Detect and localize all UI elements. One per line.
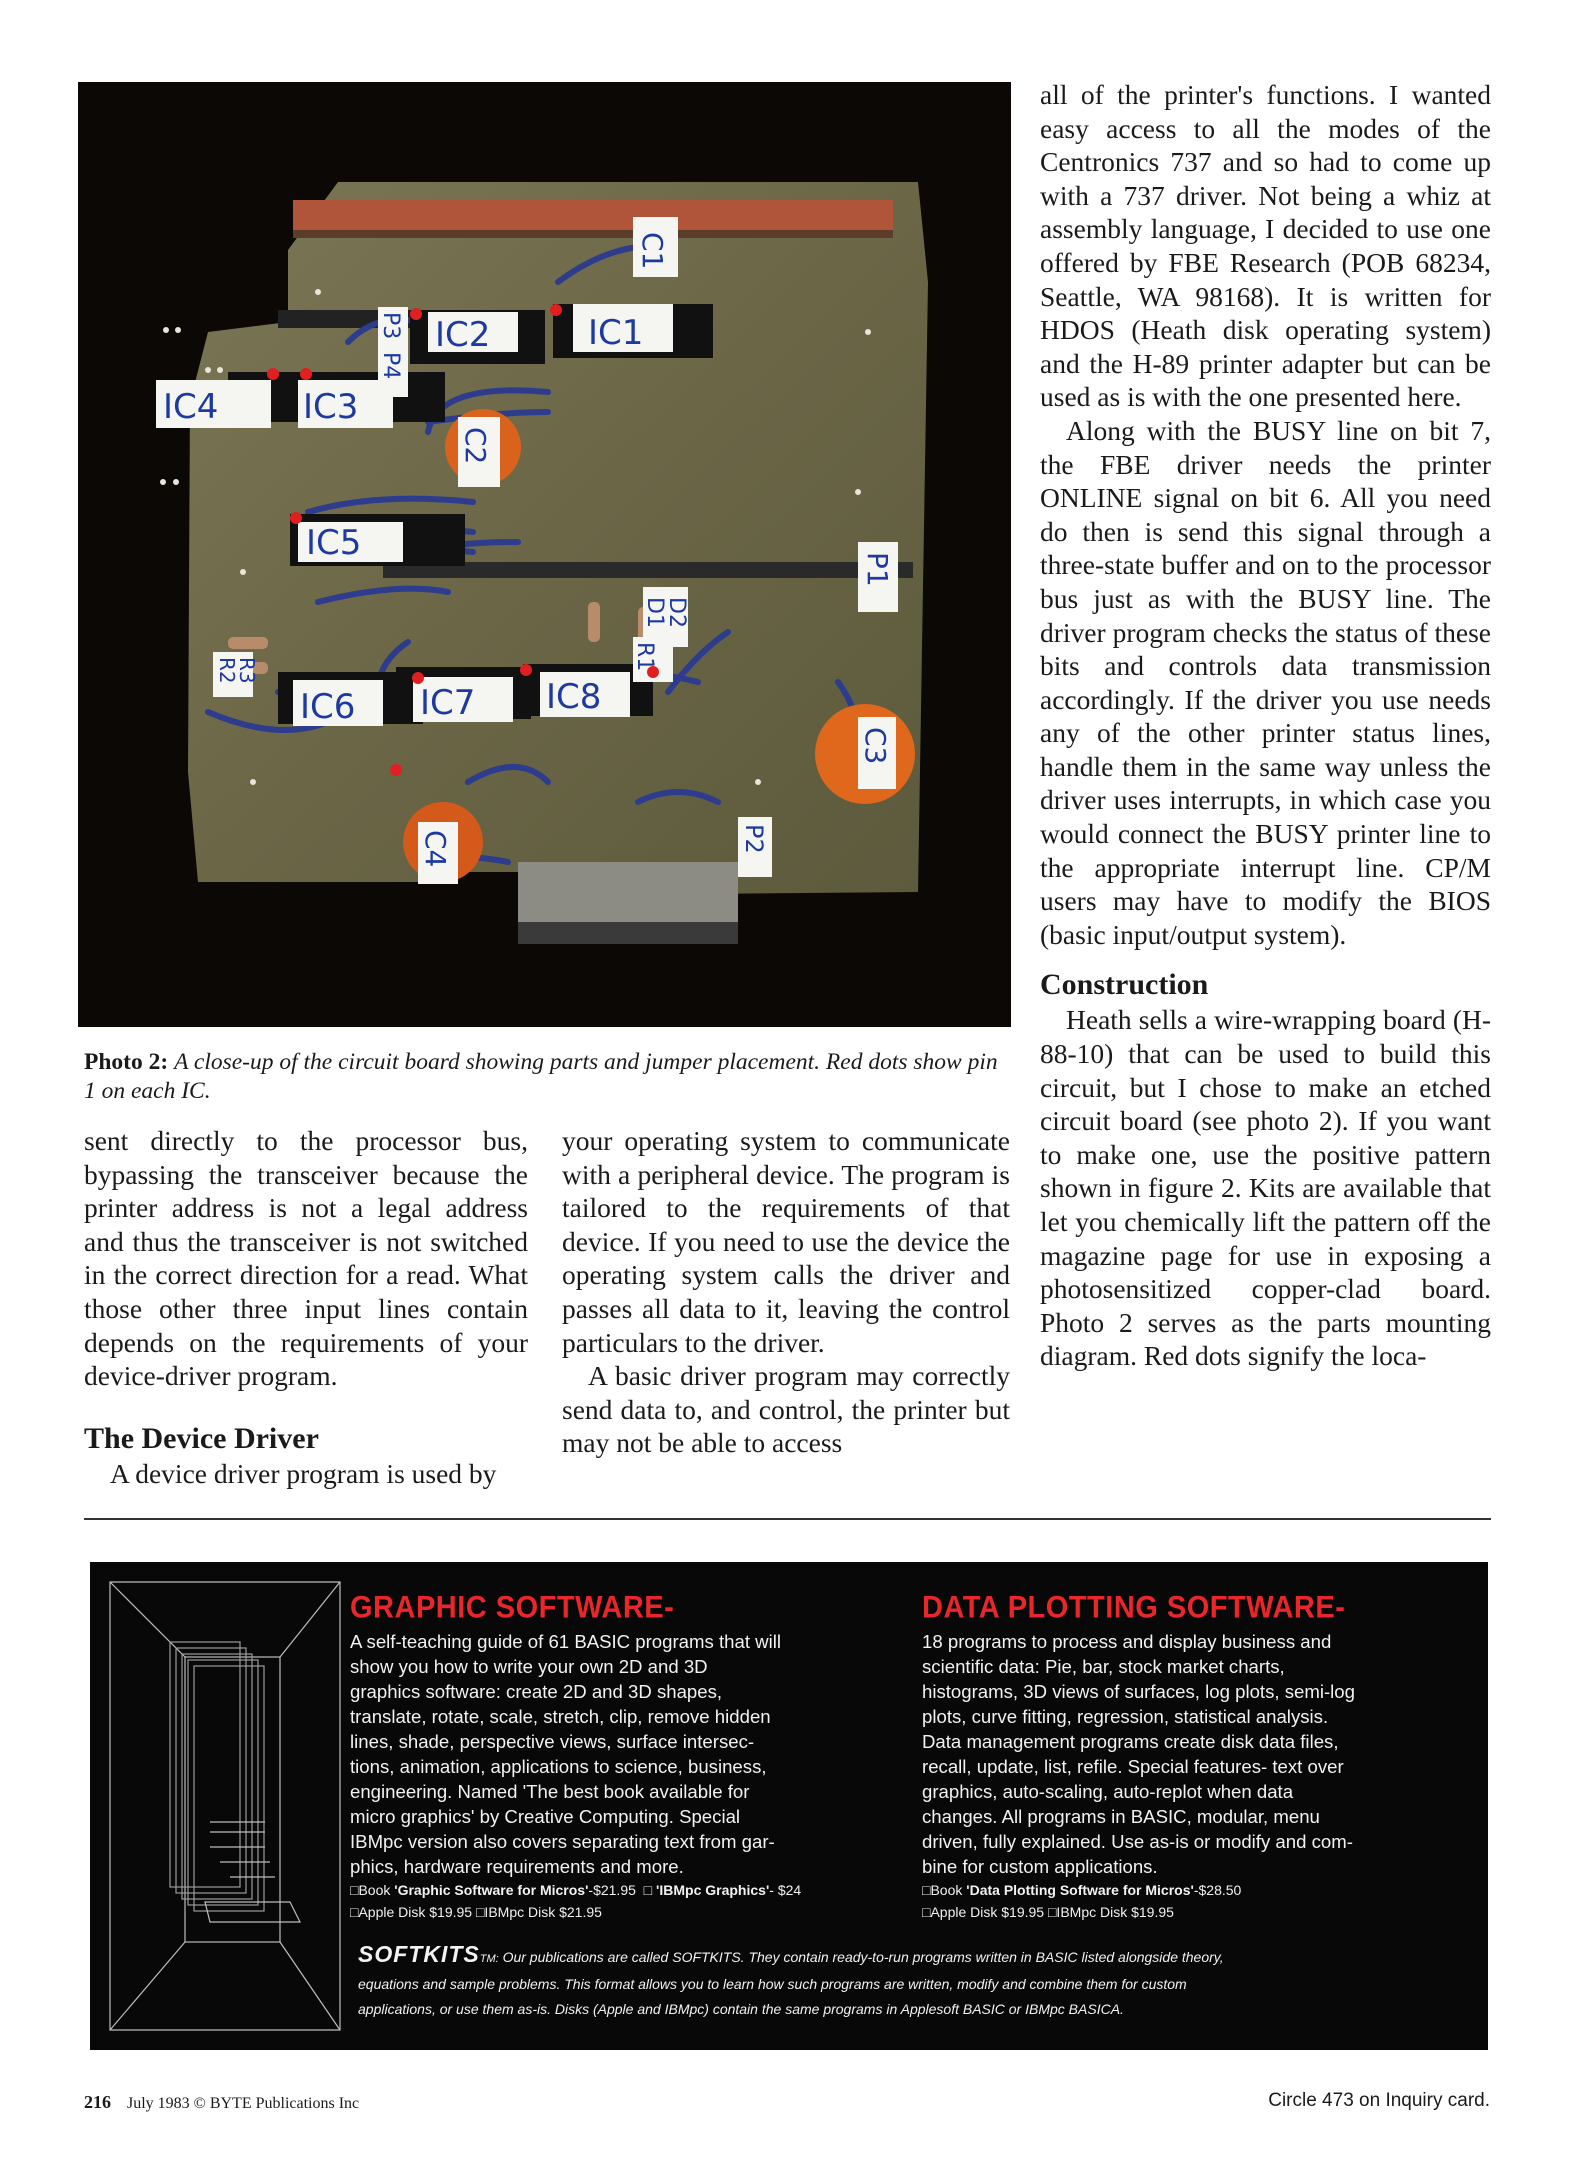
label-ic4: IC4 bbox=[163, 387, 219, 427]
ad-left-line: show you how to write your own 2D and 3D bbox=[350, 1656, 708, 1677]
photo-caption bbox=[84, 1048, 1004, 1106]
softkits-brand: SOFTKITS bbox=[358, 1941, 480, 1967]
ad-left-line: tions, animation, applications to science, business, bbox=[350, 1756, 767, 1777]
label-d2: D2 bbox=[664, 597, 689, 628]
caption-label: Photo 2: bbox=[84, 1049, 169, 1075]
p2-connector bbox=[518, 862, 738, 922]
ad-right-line: Data management programs create disk data files, bbox=[922, 1731, 1339, 1752]
label-p4: P4 bbox=[378, 352, 403, 380]
wireframe-artwork bbox=[90, 1562, 360, 2050]
label-p1: P1 bbox=[861, 552, 894, 587]
label-p2: P2 bbox=[740, 824, 768, 854]
label-c3: C3 bbox=[859, 727, 892, 765]
softkits-advertisement bbox=[90, 1562, 1488, 2050]
ad-left-line: translate, rotate, scale, stretch, clip, remove hidden bbox=[350, 1706, 771, 1727]
page-footer-left bbox=[84, 2092, 359, 2113]
label-p3: P3 bbox=[378, 312, 403, 340]
ad-left-line: lines, shade, perspective views, surface intersec- bbox=[350, 1731, 755, 1752]
ad-graphic-software bbox=[350, 1590, 801, 1923]
col3-paragraph-3: Heath sells a wire-wrapping board (H-88-10) that can be used to build this circuit, but I chose to make an etched circuit board (see photo 2). If you want to make one, use the positive pattern shown in figure 2. Kits are available that let you chemically lift the pattern off the magazine page for use in exposing a photosensitized copper-clad board. Photo 2 serves as the parts mounting diagram. Red dots signify the loca- bbox=[1040, 1004, 1491, 1372]
col3-paragraph-1: all of the printer's functions. I wanted easy access to all the modes of the Centronics 737 and so had to come up with a 737 driver. Not being a whiz at assembly language, I decided to use one offered by FBE Research (POB 68234, Seattle, WA 98168). It is written for HDOS (Heath disk operating system) and the H-89 printer adapter but can be used as is with the one presented here. bbox=[1040, 79, 1491, 413]
article-column-1 bbox=[84, 1124, 528, 1490]
label-ic5: IC5 bbox=[306, 523, 362, 563]
ad-left-line: IBMpc version also covers separating text from gar- bbox=[350, 1831, 775, 1852]
label-d1: D1 bbox=[642, 597, 667, 628]
label-ic7: IC7 bbox=[420, 683, 476, 723]
circuit-board-photo bbox=[78, 82, 1011, 1027]
ad-right-line: histograms, 3D views of surfaces, log plots, semi-log bbox=[922, 1681, 1355, 1702]
col3-paragraph-2: Along with the BUSY line on bit 7, the FBE driver needs the printer ONLINE signal on bit 6. All you need do then is send this signal through a three-state buffer and on to the processor bus just as with the BUSY line. The driver program checks the status of these bits and controls data transmission accordingly. If the driver you use needs any of the other printer status lines, handle them in the same way unless the driver uses interrupts, in which case you would connect the BUSY printer line to the appropriate interrupt line. CP/M users may have to modify the BIOS (basic input/output system). bbox=[1040, 414, 1491, 950]
softkits-tm: TM: bbox=[479, 1953, 499, 1965]
col1-paragraph-1: sent directly to the processor bus, bypassing the transceiver because the printer address is not a legal address and thus the transceiver is not switched in the correct direction for a read. What those other three input lines contain depends on the requirements of your device-driver program. bbox=[84, 1125, 528, 1392]
ad-right-line: recall, update, list, refile. Special features- text over bbox=[922, 1756, 1344, 1777]
ad-right-line: plots, curve fitting, regression, statistical analysis. bbox=[922, 1706, 1329, 1727]
ad-left-line: A self-teaching guide of 61 BASIC programs that will bbox=[350, 1631, 781, 1652]
ad-data-plotting-body bbox=[922, 1629, 1355, 1879]
label-ic3: IC3 bbox=[303, 387, 359, 427]
label-c1: C1 bbox=[636, 232, 669, 270]
ad-data-plotting-software bbox=[922, 1590, 1355, 1923]
heading-device-driver: The Device Driver bbox=[84, 1421, 319, 1455]
ad-left-order-book[interactable] bbox=[350, 1879, 801, 1901]
label-ic2: IC2 bbox=[435, 315, 491, 355]
col2-paragraph-1: your operating system to communicate with a peripheral device. The program is tailored to the requirements of that device. If you need to use the device the operating system calls the driver and passes all data to it, leaving the control particulars to the driver. bbox=[562, 1125, 1010, 1358]
ad-right-line: scientific data: Pie, bar, stock market charts, bbox=[922, 1656, 1285, 1677]
col1-paragraph-2: A device driver program is used by bbox=[110, 1457, 497, 1489]
order-checkbox-book[interactable]: □Book bbox=[350, 1882, 395, 1898]
ad-left-line: graphics software: create 2D and 3D shapes, bbox=[350, 1681, 723, 1702]
ad-left-line: micro graphics' by Creative Computing. Special bbox=[350, 1806, 741, 1827]
ad-right-line: graphics, auto-scaling, auto-replot when data bbox=[922, 1781, 1294, 1802]
label-ic6: IC6 bbox=[300, 687, 356, 727]
caption-text: A close-up of the circuit board showing parts and jumper placement. Red dots show pin 1 on each IC. bbox=[84, 1049, 998, 1104]
label-c4: C4 bbox=[419, 830, 452, 868]
order-checkbox-plot-book[interactable]: □Book bbox=[922, 1882, 967, 1898]
softkits-line: applications, or use them as-is. Disks (Apple and IBMpc) contain the same programs in Applesoft BASIC or IBMpc BASICA. bbox=[358, 2001, 1124, 2017]
ad-left-line: engineering. Named 'The best book available for bbox=[350, 1781, 750, 1802]
softkits-description bbox=[358, 1942, 1468, 2022]
ad-right-line: bine for custom applications. bbox=[922, 1856, 1158, 1877]
label-ic1: IC1 bbox=[588, 313, 644, 353]
inquiry-card-note: Circle 473 on Inquiry card. bbox=[1268, 2090, 1490, 2111]
label-r1: R1 bbox=[632, 642, 657, 672]
order-plot-book-price: -$28.50 bbox=[1193, 1882, 1242, 1898]
ad-right-line: 18 programs to process and display business and bbox=[922, 1631, 1332, 1652]
ad-data-plotting-title: DATA PLOTTING SOFTWARE- bbox=[922, 1590, 1346, 1626]
label-c2: C2 bbox=[459, 427, 492, 465]
label-ic8: IC8 bbox=[546, 677, 602, 717]
page-number: 216 bbox=[84, 2092, 111, 2112]
ad-left-line: phics, hardware requirements and more. bbox=[350, 1856, 684, 1877]
order-checkbox-ibm-book[interactable]: □ bbox=[643, 1882, 657, 1898]
ad-right-line: changes. All programs in BASIC, modular, menu bbox=[922, 1806, 1320, 1827]
softkits-line: equations and sample problems. This format allows you to learn how such programs are written, modify and combine them for custom bbox=[358, 1976, 1187, 1992]
article-column-2 bbox=[562, 1124, 1010, 1460]
section-divider bbox=[84, 1518, 1491, 1520]
ad-right-line: driven, fully explained. Use as-is or modify and com- bbox=[922, 1831, 1353, 1852]
ad-graphic-software-body bbox=[350, 1629, 801, 1879]
circuit-board-illustration bbox=[78, 82, 1011, 1027]
heading-construction: Construction bbox=[1040, 968, 1209, 1002]
top-edge-connector bbox=[293, 200, 893, 230]
ad-left-order-disks[interactable]: □Apple Disk $19.95 □IBMpc Disk $21.95 bbox=[350, 1904, 602, 1920]
order-book-title: 'Graphic Software for Micros' bbox=[394, 1882, 589, 1898]
softkits-line: Our publications are called SOFTKITS. They contain ready-to-run programs written in BASIC listed alongside theory, bbox=[498, 1949, 1224, 1965]
label-r2: R2 bbox=[215, 657, 239, 684]
order-plot-book-title: 'Data Plotting Software for Micros' bbox=[966, 1882, 1194, 1898]
order-ibm-book-price: - $24 bbox=[769, 1882, 802, 1898]
article-column-3 bbox=[1040, 78, 1491, 1373]
label-r3: R3 bbox=[235, 657, 259, 684]
issue-line: July 1983 © BYTE Publications Inc bbox=[127, 2095, 360, 2112]
ad-right-order-disks[interactable]: □Apple Disk $19.95 □IBMpc Disk $19.95 bbox=[922, 1904, 1174, 1920]
ad-right-order-book[interactable] bbox=[922, 1879, 1355, 1901]
order-book-price: -$21.95 bbox=[588, 1882, 636, 1898]
ad-graphic-software-title: GRAPHIC SOFTWARE- bbox=[350, 1590, 675, 1626]
order-ibm-book-title: 'IBMpc Graphics' bbox=[656, 1882, 770, 1898]
col2-paragraph-2: A basic driver program may correctly send data to, and control, the printer but may not be able to access bbox=[562, 1360, 1010, 1459]
